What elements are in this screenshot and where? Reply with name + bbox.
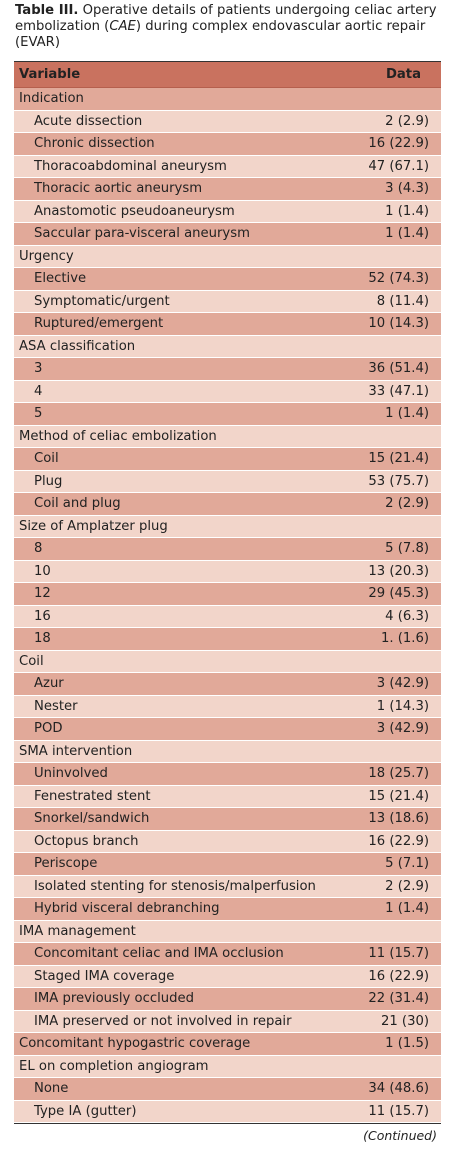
row-variable: Method of celiac embolization <box>19 428 217 444</box>
table-section-row <box>14 651 441 674</box>
table-row <box>14 696 441 719</box>
row-data: 33 (47.1) <box>368 383 429 399</box>
caption-text-after: ) during complex endovascular aortic repair (EVAR) <box>15 19 426 50</box>
continued-note: (Continued) <box>363 1128 437 1143</box>
table-section-row <box>14 88 441 111</box>
table-row <box>14 448 441 471</box>
row-variable: Uninvolved <box>34 766 108 782</box>
row-data: 21 (30) <box>380 1013 429 1029</box>
row-variable: Thoracic aortic aneurysm <box>34 181 203 197</box>
row-variable: IMA previously occluded <box>34 991 194 1007</box>
row-variable: Nester <box>34 698 78 714</box>
row-variable: IMA preserved or not involved in repair <box>34 1013 292 1029</box>
table-row <box>14 291 441 314</box>
row-variable: 4 <box>34 383 43 399</box>
table-row <box>14 943 441 966</box>
row-variable: Concomitant celiac and IMA occlusion <box>34 946 284 962</box>
table-row <box>14 673 441 696</box>
row-data: 1. (1.6) <box>380 631 429 647</box>
table-row <box>14 606 441 629</box>
row-variable: 16 <box>34 608 51 624</box>
table-row <box>14 718 441 741</box>
row-data: 1 (1.5) <box>385 1036 429 1052</box>
row-variable: Snorkel/sandwich <box>34 811 150 827</box>
table-row <box>14 178 441 201</box>
table-row <box>14 313 441 336</box>
row-variable: Hybrid visceral debranching <box>34 901 220 917</box>
row-variable: EL on completion angiogram <box>19 1058 209 1074</box>
row-data: 15 (21.4) <box>368 788 429 804</box>
row-data: 10 (14.3) <box>368 316 429 332</box>
row-variable: Type IA (gutter) <box>34 1103 137 1119</box>
table-row <box>14 1078 441 1101</box>
row-data: 2 (2.9) <box>385 113 429 129</box>
row-variable: Azur <box>34 676 64 692</box>
row-data: 29 (45.3) <box>368 586 429 602</box>
table-row <box>14 876 441 899</box>
table-section-row <box>14 336 441 359</box>
table-section-row <box>14 741 441 764</box>
row-variable: Periscope <box>34 856 98 872</box>
table-header-row <box>14 61 441 88</box>
table-row <box>14 358 441 381</box>
table-row <box>14 156 441 179</box>
row-variable: Plug <box>34 473 63 489</box>
row-variable: Ruptured/emergent <box>34 316 164 332</box>
row-data: 15 (21.4) <box>368 451 429 467</box>
row-variable: Octopus branch <box>34 833 139 849</box>
row-data: 52 (74.3) <box>368 271 429 287</box>
table-section-row <box>14 516 441 539</box>
row-data: 1 (1.4) <box>385 901 429 917</box>
row-variable: Coil <box>19 653 44 669</box>
row-data: 18 (25.7) <box>368 766 429 782</box>
row-data: 3 (4.3) <box>385 181 429 197</box>
row-variable: ASA classification <box>19 338 136 354</box>
row-data: 34 (48.6) <box>368 1081 429 1097</box>
row-data: 1 (14.3) <box>376 698 429 714</box>
table-row <box>14 561 441 584</box>
row-data: 16 (22.9) <box>368 833 429 849</box>
table-section-row <box>14 1033 441 1056</box>
caption-abbr: CAE <box>109 19 136 34</box>
table-row <box>14 381 441 404</box>
row-variable: 3 <box>34 361 43 377</box>
row-data: 11 (15.7) <box>368 1103 429 1119</box>
row-data: 2 (2.9) <box>385 878 429 894</box>
table-row <box>14 831 441 854</box>
table-row <box>14 808 441 831</box>
table-body <box>14 88 441 1123</box>
row-data: 5 (7.1) <box>385 856 429 872</box>
table-row <box>14 966 441 989</box>
row-data: 47 (67.1) <box>368 158 429 174</box>
row-variable: Acute dissection <box>34 113 143 129</box>
row-variable: Elective <box>34 271 87 287</box>
row-variable: Chronic dissection <box>34 136 155 152</box>
table-caption <box>15 3 440 51</box>
row-data: 13 (18.6) <box>368 811 429 827</box>
table-row <box>14 201 441 224</box>
row-variable: Anastomotic pseudoaneurysm <box>34 203 235 219</box>
table-section-row <box>14 921 441 944</box>
row-variable: Indication <box>19 91 84 107</box>
row-variable: 12 <box>34 586 51 602</box>
row-variable: POD <box>34 721 63 737</box>
table-label: Table III. <box>15 3 79 18</box>
row-data: 36 (51.4) <box>368 361 429 377</box>
table-section-row <box>14 1056 441 1079</box>
row-data: 1 (1.4) <box>385 406 429 422</box>
row-variable: Saccular para-visceral aneurysm <box>34 226 250 242</box>
table-row <box>14 1011 441 1034</box>
table-row <box>14 628 441 651</box>
row-variable: Thoracoabdominal aneurysm <box>34 158 227 174</box>
row-variable: 5 <box>34 406 43 422</box>
row-variable: Coil <box>34 451 59 467</box>
row-data: 13 (20.3) <box>368 563 429 579</box>
table-row <box>14 583 441 606</box>
header-variable: Variable <box>19 67 81 82</box>
row-variable: Urgency <box>19 248 74 264</box>
table-row <box>14 898 441 921</box>
row-data: 8 (11.4) <box>376 293 429 309</box>
table-row <box>14 763 441 786</box>
table-row <box>14 493 441 516</box>
header-data: Data <box>385 67 421 82</box>
caption-text-before: Operative details of patients undergoing celiac artery embolization ( <box>15 3 437 34</box>
table-row <box>14 538 441 561</box>
row-data: 16 (22.9) <box>368 968 429 984</box>
row-variable: Concomitant hypogastric coverage <box>19 1036 251 1052</box>
table-row <box>14 988 441 1011</box>
row-data: 4 (6.3) <box>385 608 429 624</box>
table-row <box>14 1101 441 1124</box>
row-variable: None <box>34 1081 69 1097</box>
row-variable: Staged IMA coverage <box>34 968 175 984</box>
table-row <box>14 471 441 494</box>
operative-details-table <box>14 61 441 1124</box>
row-data: 53 (75.7) <box>368 473 429 489</box>
table-row <box>14 133 441 156</box>
row-data: 2 (2.9) <box>385 496 429 512</box>
row-variable: SMA intervention <box>19 743 133 759</box>
row-data: 16 (22.9) <box>368 136 429 152</box>
table-row <box>14 268 441 291</box>
row-variable: IMA management <box>19 923 136 939</box>
row-variable: Coil and plug <box>34 496 121 512</box>
row-variable: Isolated stenting for stenosis/malperfusion <box>34 878 316 894</box>
row-variable: 10 <box>34 563 51 579</box>
row-data: 22 (31.4) <box>368 991 429 1007</box>
row-data: 1 (1.4) <box>385 203 429 219</box>
row-data: 5 (7.8) <box>385 541 429 557</box>
row-data: 3 (42.9) <box>376 676 429 692</box>
row-variable: Symptomatic/urgent <box>34 293 170 309</box>
table-row <box>14 403 441 426</box>
row-data: 11 (15.7) <box>368 946 429 962</box>
table-row <box>14 111 441 134</box>
row-variable: Fenestrated stent <box>34 788 151 804</box>
row-data: 3 (42.9) <box>376 721 429 737</box>
table-section-row <box>14 426 441 449</box>
row-variable: 18 <box>34 631 51 647</box>
row-variable: 8 <box>34 541 43 557</box>
row-variable: Size of Amplatzer plug <box>19 518 168 534</box>
table-row <box>14 223 441 246</box>
table-row <box>14 786 441 809</box>
row-data: 1 (1.4) <box>385 226 429 242</box>
table-row <box>14 853 441 876</box>
table-section-row <box>14 246 441 269</box>
